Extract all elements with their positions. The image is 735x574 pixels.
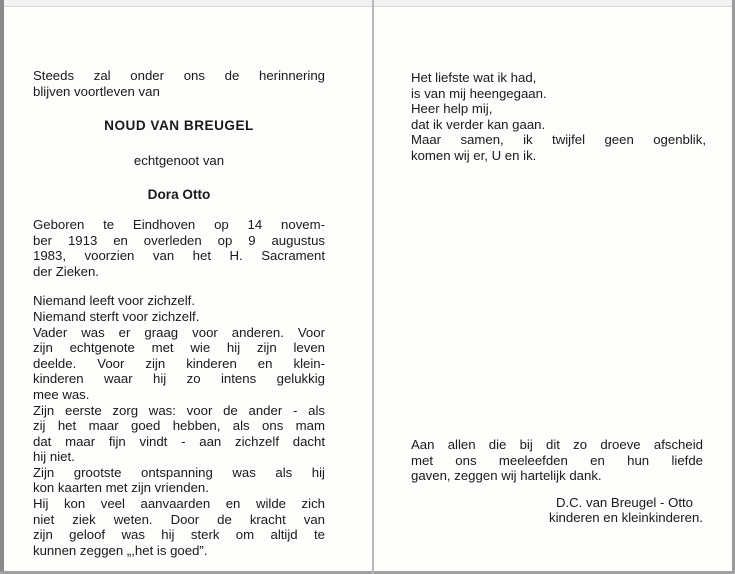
poem-line: Maar samen, ik twijfel geen ogenblik,	[411, 132, 706, 148]
deceased-name: NOUD VAN BREUGEL	[104, 118, 254, 134]
text-line: zijn geloof was hij sterk om altijd te	[33, 527, 325, 543]
spouse-of-label: echtgenoot van	[133, 152, 225, 168]
signature-line: D.C. van Breugel - Otto	[555, 494, 693, 510]
text-line: Vader was er graag voor anderen. Voor	[33, 324, 325, 340]
spouse-name: Dora Otto	[147, 187, 211, 203]
card-fold-line	[372, 0, 374, 574]
birth-line: ber 1913 en overleden op 9 augustus	[33, 232, 325, 248]
poem-line: komen wij er, U en ik.	[411, 147, 537, 163]
signature-line: kinderen en kleinkinderen.	[549, 510, 703, 526]
poem-line: dat ik verder kan gaan.	[411, 116, 546, 132]
right-page-poem	[411, 70, 706, 164]
left-page	[33, 68, 325, 558]
intro-line: blijven voortleven van	[33, 83, 160, 99]
text-line: kon kaarten met zijn vrienden.	[33, 480, 209, 496]
thanks-line: met ons meeleefden en hun liefde	[411, 452, 703, 468]
card-top-edge	[0, 0, 735, 7]
text-line: zij het maar goed hebben, als ons mam	[33, 418, 325, 434]
birth-line: 1983, voorzien van het H. Sacrament	[33, 248, 325, 264]
text-line: Zijn grootste ontspanning was als hij	[33, 464, 325, 480]
text-line: dat maar fijn vindt - aan zichzelf dacht	[33, 433, 325, 449]
poem-line: Heer help mij,	[411, 101, 493, 117]
thanks-line: Aan allen die bij dit zo droeve afscheid	[411, 437, 703, 452]
text-line: deelde. Voor zijn kinderen en klein-	[33, 355, 325, 371]
poem-line: is van mij heengegaan.	[411, 85, 547, 101]
poem-line: Het liefste wat ik had,	[411, 70, 537, 85]
text-line: kunnen zeggen „,het is goed”.	[33, 542, 208, 558]
text-line: kinderen waar hij zo intens gelukkig	[33, 371, 325, 387]
thanks-line: gaven, zeggen wij hartelijk dank.	[411, 468, 602, 484]
birth-line: Geboren te Eindhoven op 14 novem-	[33, 216, 325, 232]
text-line: zijn echtgenote met wie hij zijn leven	[33, 340, 325, 356]
text-line: niet ziek weten. Door de kracht van	[33, 511, 325, 527]
text-line: Niemand sterft voor zichzelf.	[33, 308, 200, 324]
birth-line: der Zieken.	[33, 263, 99, 279]
text-line: Niemand leeft voor zichzelf.	[33, 293, 195, 309]
text-line: Hij kon veel aanvaarden en wilde zich	[33, 496, 325, 512]
text-line: mee was.	[33, 386, 90, 402]
intro-line: Steeds zal onder ons de herinnering	[33, 68, 325, 83]
right-page-thanks	[411, 437, 703, 526]
text-line: hij niet.	[33, 449, 75, 465]
card-left-edge	[0, 0, 4, 574]
text-line: Zijn eerste zorg was: voor de ander - als	[33, 402, 325, 418]
